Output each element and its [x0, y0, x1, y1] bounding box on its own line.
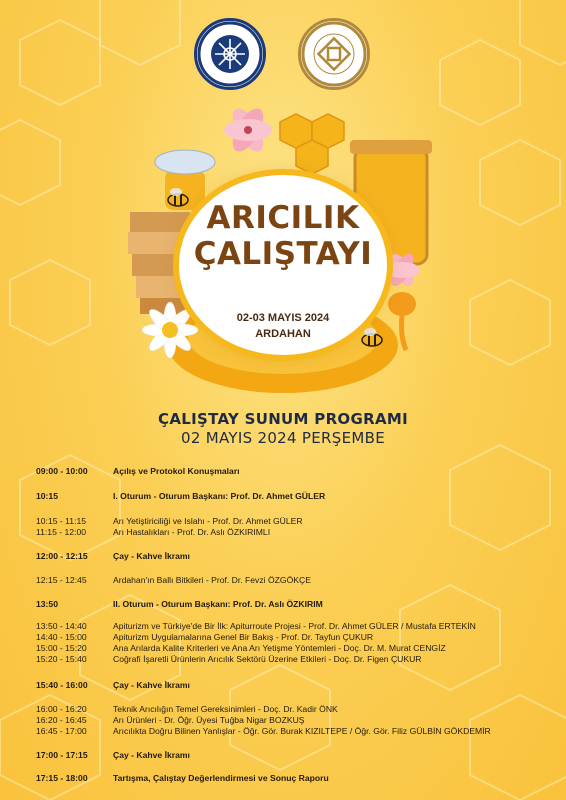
schedule-row	[36, 654, 536, 665]
schedule-time: 15:00 - 15:20	[36, 643, 87, 653]
schedule-description: Açılış ve Protokol Konuşmaları	[113, 466, 240, 476]
schedule-description: Ardahan'ın Ballı Bitkileri - Prof. Dr. Fevzi ÖZGÖKÇE	[113, 575, 311, 585]
schedule-time: 12:00 - 12:15	[36, 551, 88, 561]
schedule-description: Arı Hastalıkları - Prof. Dr. Aslı ÖZKIRIMLI	[113, 527, 271, 537]
schedule-time: 17:15 - 18:00	[36, 773, 88, 783]
schedule-row	[36, 466, 536, 477]
schedule-time: 13:50 - 14:40	[36, 621, 87, 631]
event-place: ARDAHAN	[255, 328, 311, 340]
schedule-row	[36, 632, 536, 643]
ardahan-university-logo	[194, 18, 266, 90]
program-heading	[0, 410, 566, 448]
schedule-description: Apiturizm Uygulamalarına Genel Bir Bakış - Prof. Dr. Tayfun ÇUKUR	[113, 632, 374, 642]
schedule-row	[36, 551, 536, 562]
schedule-row	[36, 680, 536, 691]
lily-flower-icon	[224, 104, 272, 157]
event-date-place	[179, 310, 387, 342]
schedule-description: Arı Ürünleri - Dr. Öğr. Üyesi Tuğba Nigar BOZKUŞ	[113, 715, 305, 725]
schedule-row	[36, 715, 536, 726]
schedule-row	[36, 750, 536, 761]
schedule-time: 15:20 - 15:40	[36, 654, 87, 664]
schedule-time: 12:15 - 12:45	[36, 575, 87, 585]
schedule-time: 17:00 - 17:15	[36, 750, 88, 760]
program-title: ÇALIŞTAY SUNUM PROGRAMI	[158, 410, 408, 428]
event-date: 02-03 MAYIS 2024	[236, 312, 330, 324]
schedule-description: Apiturizm ve Türkiye'de Bir İlk: Apiturroute Projesi - Prof. Dr. Ahmet GÜLER / Mustafa ERTEKİN	[113, 621, 476, 631]
schedule-time: 16:00 - 16:20	[36, 704, 87, 714]
schedule-time: 14:40 - 15:00	[36, 632, 87, 642]
schedule-row	[36, 527, 536, 538]
schedule-description: Coğrafi İşaretli Ürünlerin Arıcılık Sektörü Üzerine Etkileri - Doç. Dr. Figen ÇUKUR	[113, 654, 422, 664]
schedule-row	[36, 516, 536, 527]
schedule-description: Ana Arılarda Kalite Kriterleri ve Ana Arı Yetişme Yöntemleri - Doç. Dr. M. Murat CENGİZ	[113, 643, 446, 653]
schedule-time: 13:50	[36, 599, 58, 609]
schedule-time: 16:45 - 17:00	[36, 726, 87, 736]
ardahan-chamber-logo	[298, 18, 370, 90]
event-title-line1: ARICILIK	[206, 200, 360, 236]
schedule-row	[36, 773, 536, 784]
schedule-time: 16:20 - 16:45	[36, 715, 87, 725]
schedule-row	[36, 491, 536, 502]
schedule-description: Arı Yetiştiriciliği ve Islahı - Prof. Dr. Ahmet GÜLER	[113, 516, 303, 526]
schedule-row	[36, 704, 536, 715]
schedule-row	[36, 726, 536, 737]
schedule-time: 10:15	[36, 491, 58, 501]
schedule-row	[36, 575, 536, 586]
event-title	[179, 200, 387, 272]
schedule-description: Çay - Kahve İkramı	[113, 551, 190, 561]
honeycomb-piece	[280, 114, 344, 174]
schedule-description: Arıcılıkta Doğru Bilinen Yanlışlar - Öğr. Gör. Burak KIZILTEPE / Öğr. Gör. Filiz GÜLBİN GÖKDEMİR	[113, 726, 491, 736]
schedule-description: Tartışma, Çalıştay Değerlendirmesi ve Sonuç Raporu	[113, 773, 329, 783]
schedule-description: Teknik Arıcılığın Temel Gereksinimleri - Doç. Dr. Kadir ÖNK	[113, 704, 338, 714]
schedule-row	[36, 599, 536, 610]
program-day: 02 MAYIS 2024 PERŞEMBE	[181, 429, 385, 447]
event-title-line2: ÇALIŞTAYI	[193, 236, 373, 272]
schedule-description: Çay - Kahve İkramı	[113, 680, 190, 690]
schedule-description: II. Oturum - Oturum Başkanı: Prof. Dr. Aslı ÖZKIRIM	[113, 599, 323, 609]
schedule-description: Çay - Kahve İkramı	[113, 750, 190, 760]
schedule-time: 10:15 - 11:15	[36, 516, 87, 526]
schedule-time: 11:15 - 12:00	[36, 527, 87, 537]
schedule-time: 09:00 - 10:00	[36, 466, 88, 476]
schedule-row	[36, 621, 536, 632]
schedule-time: 15:40 - 16:00	[36, 680, 88, 690]
schedule-row	[36, 643, 536, 654]
schedule-description: I. Oturum - Oturum Başkanı: Prof. Dr. Ahmet GÜLER	[113, 491, 326, 501]
